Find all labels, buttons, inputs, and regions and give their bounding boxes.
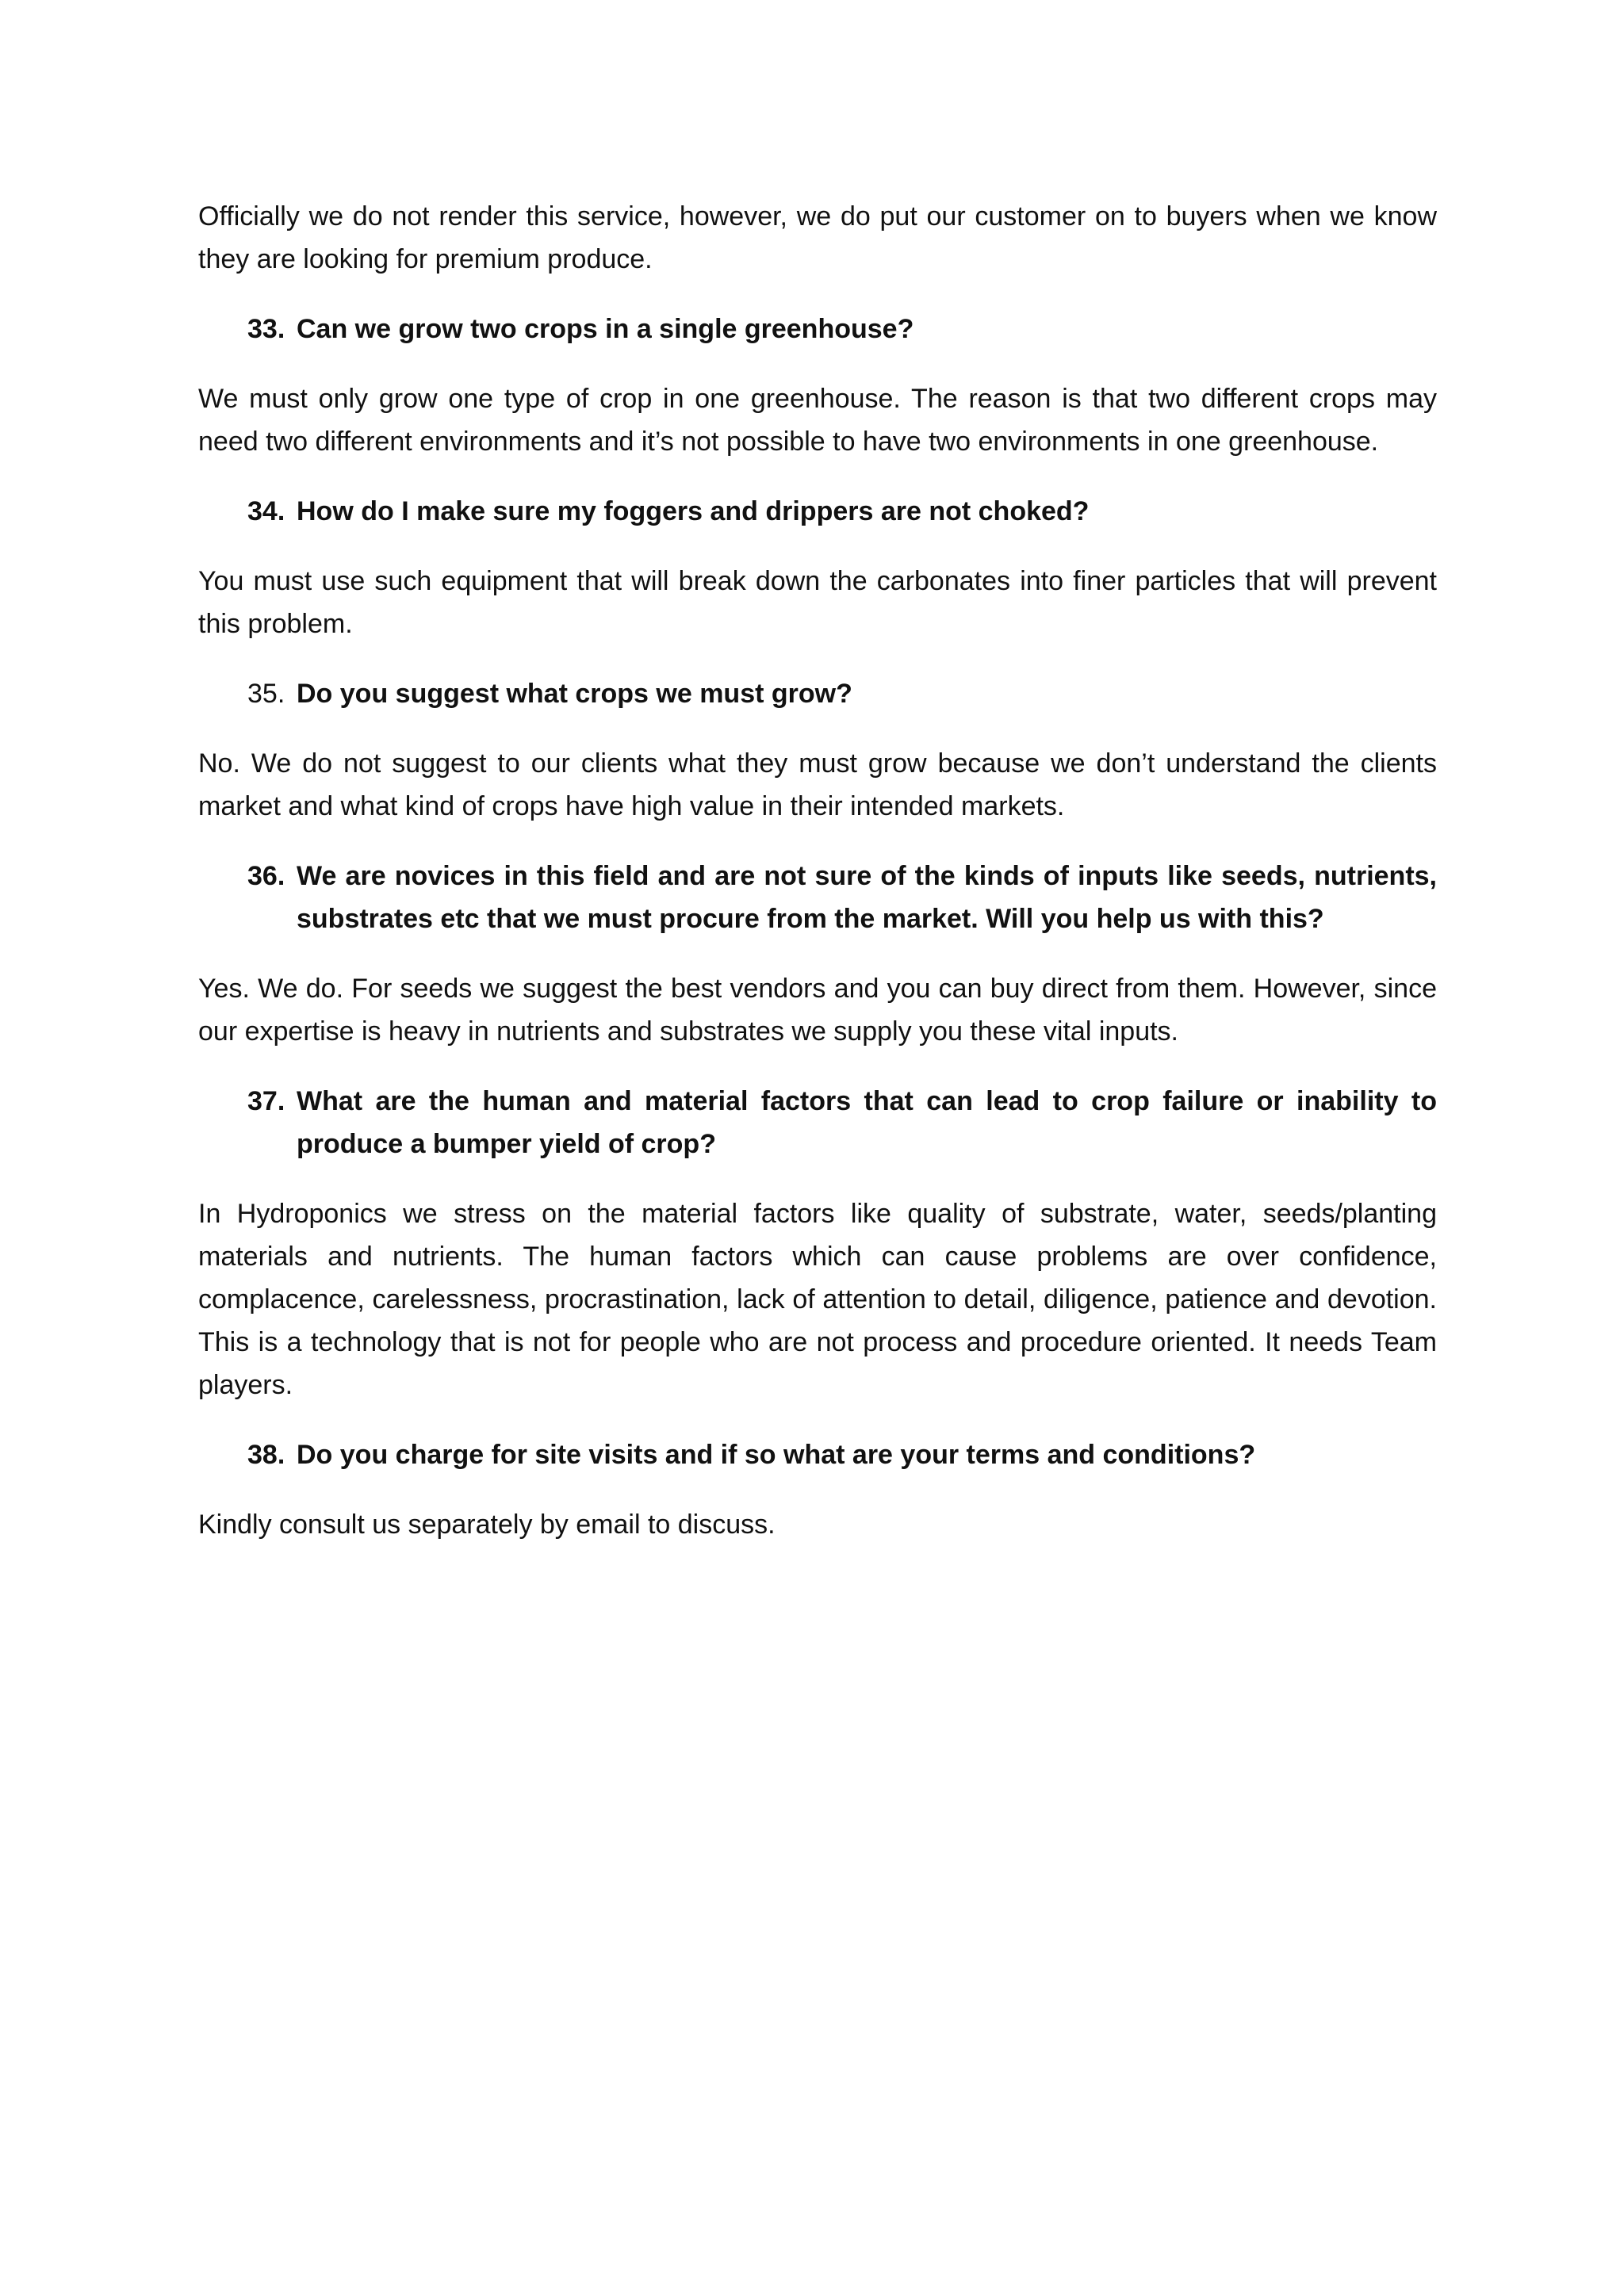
faq-answer-35: No. We do not suggest to our clients what they must grow because we don’t understand the clients market and what kind of crops have high value in their intended markets. (198, 748, 1437, 821)
faq-question-37 (198, 1080, 1437, 1165)
faq-question-38 (198, 1433, 1437, 1476)
faq-answer-36: Yes. We do. For seeds we suggest the best vendors and you can buy direct from them. However, since our expertise is heavy in nutrients and substrates we supply you these vital inputs. (198, 974, 1437, 1047)
faq-question-34 (198, 490, 1437, 533)
question-text: How do I make sure my foggers and drippers are not choked? (297, 496, 1090, 526)
question-number: 36. (247, 861, 285, 891)
question-number: 34. (247, 496, 285, 526)
question-text: We are novices in this field and are not sure of the kinds of inputs like seeds, nutrients, substrates etc that we must procure from the market. Will you help us with this? (297, 861, 1437, 934)
document-page (198, 195, 1437, 1573)
question-text: What are the human and material factors that can lead to crop failure or inability to produce a bumper yield of crop? (297, 1086, 1437, 1159)
faq-answer-34: You must use such equipment that will break down the carbonates into finer particles that will prevent this problem. (198, 566, 1437, 639)
faq-question-36 (198, 855, 1437, 940)
question-text: Can we grow two crops in a single greenhouse? (297, 314, 914, 344)
question-number: 33. (247, 314, 285, 344)
question-number: 35. (247, 679, 285, 709)
question-text: Do you charge for site visits and if so what are your terms and conditions? (297, 1440, 1256, 1470)
question-number: 37. (247, 1086, 285, 1116)
faq-question-35 (198, 672, 1437, 715)
question-text: Do you suggest what crops we must grow? (297, 679, 852, 709)
intro-paragraph: Officially we do not render this service, however, we do put our customer on to buyers when we know they are looking for premium produce. (198, 201, 1437, 274)
faq-answer-37: In Hydroponics we stress on the material factors like quality of substrate, water, seeds/planting materials and nutrients. The human factors which can cause problems are over confidence, complacence, carelessness, procrastination, lack of attention to detail, diligence, patience and devotion. This is a technology that is not for people who are not process and procedure oriented. It needs Team players. (198, 1199, 1437, 1400)
question-number: 38. (247, 1440, 285, 1470)
faq-question-33 (198, 308, 1437, 350)
faq-answer-38: Kindly consult us separately by email to discuss. (198, 1510, 776, 1540)
faq-answer-33: We must only grow one type of crop in one greenhouse. The reason is that two different crops may need two different environments and it’s not possible to have two environments in one greenhouse. (198, 384, 1437, 457)
